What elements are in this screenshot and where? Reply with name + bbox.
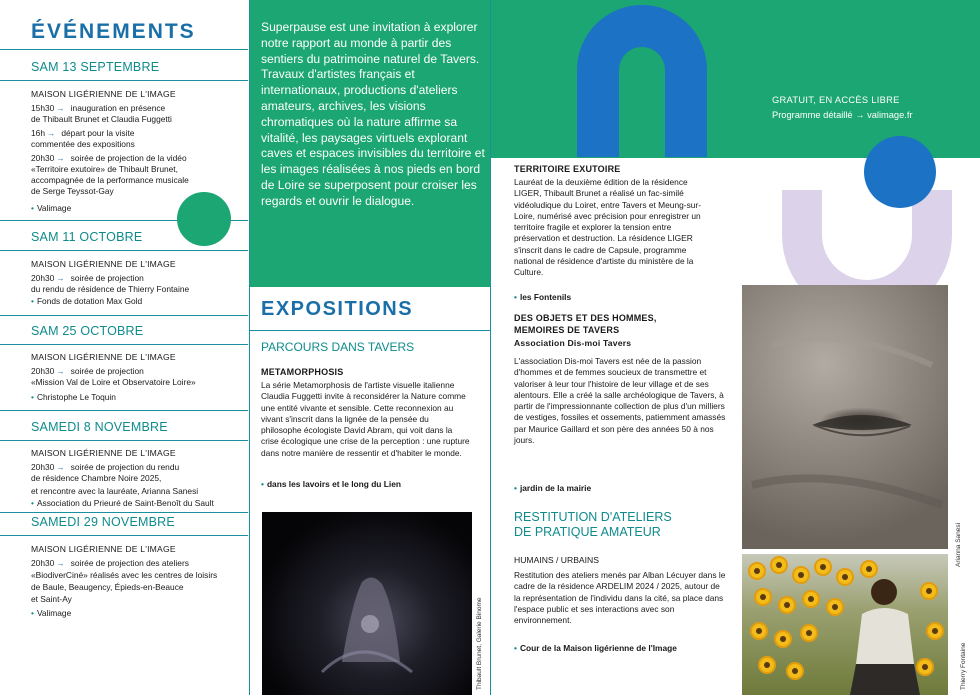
objets-subtitle: Association Dis-moi Tavers (514, 338, 632, 348)
sunflower-icon (752, 624, 766, 638)
event-line: de Serge Teyssot-Gay (31, 186, 114, 196)
intro-text: Superpause est une invitation à explorer notre rapport au monde à partir des sentiers du patrimoine naturel de Tavers. Travaux d'artistes français et internationaux, productions d'ateliers amateurs, archives, les visions chromatiques où la nature affirme sa vitalité, les paysages virtuels explorant caves et espaces invisibles du territoire et les images réalisées à nos pieds en bord de Loire se superposent pour croiser les regards et ouvrir le dialogue. (261, 20, 485, 208)
metamorphosis-location: • dans les lavoirs et le long du Lien (261, 479, 401, 489)
bullet-icon: • (31, 392, 34, 402)
bullet-icon: • (514, 643, 517, 653)
divider (0, 80, 248, 81)
event-date: SAM 13 SEPTEMBRE (31, 60, 160, 74)
arrow-right-icon: → (56, 462, 65, 472)
program-link[interactable]: Programme détaillé → valimage.fr (772, 110, 913, 120)
bullet-icon: • (31, 296, 34, 306)
event-line: de Baule, Beaugency, Épieds-en-Beauce (31, 582, 184, 592)
divider (0, 250, 248, 251)
event-date: SAM 11 OCTOBRE (31, 230, 143, 244)
photo-animal-eye (742, 285, 948, 549)
arrow-right-icon: → (56, 558, 65, 568)
event-line: 20h30 → soirée de projection de la vidéo (31, 153, 187, 163)
photo-credit: Thibault Brunet, Galerie Binome (476, 597, 483, 690)
event-line: 16h → départ pour la visite (31, 128, 135, 138)
photo-sculpture-shape (262, 512, 472, 695)
metamorphosis-text: La série Metamorphosis de l'artiste visuelle italienne Claudia Fuggetti invite à reconsidérer la Nature comme une entité vivante et sensible. Cette reconnexion au vivant s'inscrit dans la lignée de la pensée du philosophe écologiste David Abram, qui voit dans la crise écologique une crise de la perception : une rupture dans notre manière de ressentir et d'habiter le monde. (261, 380, 470, 458)
event-line: 20h30 → soirée de projection (31, 273, 144, 283)
photo-person-shape (842, 574, 922, 695)
territoire-text: Lauréat de la deuxième édition de la résidence LIGER, Thibault Brunet a réalisé un fac-similé vidéoludique du Loiret, entre Tavers et Meung-sur-Loire, numérisé avec précision pour enregistrer un territoire fragile et explorer la tension entre préservation et destruction. La résidence LIGER s'inscrit dans le cadre de Capsule, programme national de résidence d'artiste du ministère de la Culture. (514, 177, 701, 278)
sunflower-icon (928, 624, 942, 638)
event-line: accompagnée de la performance musicale (31, 175, 189, 185)
sunflower-icon (750, 564, 764, 578)
objets-title: DES OBJETS ET DES HOMMES, MEMOIRES DE TAVERS (514, 313, 657, 335)
bullet-icon: • (514, 292, 517, 302)
bullet-icon: • (31, 203, 34, 213)
photo-credit: Thierry Fontaine (960, 642, 967, 690)
event-venue: MAISON LIGÉRIENNE DE L'IMAGE (31, 352, 176, 362)
event-line: «BiodiverCiné» réalisés avec les centres de loisirs (31, 570, 218, 580)
event-line: du rendu de résidence de Thierry Fontaine (31, 284, 190, 294)
restitution-text: Restitution des ateliers menés par Alban Lécuyer dans le cadre de la résidence ARDELIM 2024 / 2025, autour de la représentation de l'individu dans la cité, sa place dans l'espace public et ses interactions avec son environnement. (514, 570, 726, 626)
event-line: commentée des expositions (31, 139, 135, 149)
event-date: SAMEDI 29 NOVEMBRE (31, 515, 175, 529)
arrow-right-icon: → (56, 273, 65, 283)
sunflower-icon (794, 568, 808, 582)
photo-sunflowers (742, 554, 948, 695)
event-line: 20h30 → soirée de projection (31, 366, 144, 376)
sunflower-icon (922, 584, 936, 598)
sunflower-icon (788, 664, 802, 678)
bullet-icon: • (31, 608, 34, 618)
divider (0, 344, 248, 345)
arrow-right-icon: → (56, 103, 65, 113)
event-venue: MAISON LIGÉRIENNE DE L'IMAGE (31, 448, 176, 458)
bullet-icon: • (514, 483, 517, 493)
bullet-icon: • (31, 498, 34, 508)
restitution-title: RESTITUTION D'ATELIERS DE PRATIQUE AMATEUR (514, 510, 672, 539)
event-line: 20h30 → soirée de projection des ateliers (31, 558, 189, 568)
event-line: 15h30 → inauguration en présence (31, 103, 166, 113)
divider (0, 410, 248, 411)
event-location: • Association du Prieuré de Saint-Benoît du Sault (31, 498, 214, 508)
divider (250, 330, 490, 331)
parcours-title: PARCOURS DANS TAVERS (261, 340, 415, 354)
events-column (0, 0, 248, 695)
event-date: SAMEDI 8 NOVEMBRE (31, 420, 168, 434)
decorative-circle (177, 192, 231, 246)
objets-location: • jardin de la mairie (514, 483, 592, 493)
free-access: GRATUIT, EN ACCÈS LIBRE (772, 95, 900, 105)
divider (0, 512, 248, 513)
event-line: et rencontre avec la lauréate, Arianna Sanesi (31, 486, 199, 496)
photo-credit: Arianna Sanesi (955, 522, 962, 567)
fold-line (490, 0, 491, 695)
event-location: • Christophe Le Toquin (31, 392, 116, 402)
arrow-right-icon: → (56, 366, 65, 376)
event-venue: MAISON LIGÉRIENNE DE L'IMAGE (31, 259, 176, 269)
divider (0, 315, 248, 316)
objets-text: L'association Dis-moi Tavers est née de la passion d'hommes et de femmes soucieux de transmettre et valoriser à leur tour l'histoire de leur village et de ses alentours. Elle a créé la salle archéologique de Tavers, à partir de l'impressionnante collection de plus d'un milliers de vestiges, fossiles et ossements, patiemment amassés par Maurice Gaillard et son père des années 50 à nos jours. (514, 356, 726, 446)
event-line: 20h30 → soirée de projection du rendu (31, 462, 180, 472)
event-line: de Thibault Brunet et Claudia Fuggetti (31, 114, 172, 124)
events-title: ÉVÉNEMENTS (31, 20, 196, 43)
event-line: et Saint-Ay (31, 594, 72, 604)
bullet-icon: • (261, 479, 264, 489)
event-location: • Fonds de dotation Max Gold (31, 296, 143, 306)
expositions-title: EXPOSITIONS (261, 298, 414, 320)
sunflower-icon (756, 590, 770, 604)
event-venue: MAISON LIGÉRIENNE DE L'IMAGE (31, 544, 176, 554)
restitution-location: • Cour de la Maison ligérienne de l'Image (514, 643, 677, 653)
event-venue: MAISON LIGÉRIENNE DE L'IMAGE (31, 89, 176, 99)
sunflower-icon (780, 598, 794, 612)
event-line: «Mission Val de Loire et Observatoire Loire» (31, 377, 196, 387)
restitution-subtitle: HUMAINS / URBAINS (514, 555, 599, 565)
event-line: de résidence Chambre Noire 2025, (31, 473, 162, 483)
event-date: SAM 25 OCTOBRE (31, 324, 144, 338)
territoire-location: • les Fontenils (514, 292, 572, 302)
territoire-title: TERRITOIRE EXUTOIRE (514, 164, 621, 174)
sunflower-icon (772, 558, 786, 572)
sunflower-icon (816, 560, 830, 574)
photo-metamorphosis (262, 512, 472, 695)
divider (0, 49, 248, 50)
sunflower-icon (802, 626, 816, 640)
event-line: «Territoire exutoire» de Thibault Brunet, (31, 164, 178, 174)
divider (0, 440, 248, 441)
photo-eye-shape (742, 285, 948, 549)
sunflower-icon (760, 658, 774, 672)
metamorphosis-title: METAMORPHOSIS (261, 367, 344, 377)
event-location: • Valimage (31, 203, 72, 213)
arrow-right-icon: → (46, 128, 56, 138)
divider (0, 535, 248, 536)
sunflower-icon (828, 600, 842, 614)
sunflower-icon (804, 592, 818, 606)
sunflower-icon (776, 632, 790, 646)
arrow-right-icon: → (56, 153, 65, 163)
event-location: • Valimage (31, 608, 72, 618)
